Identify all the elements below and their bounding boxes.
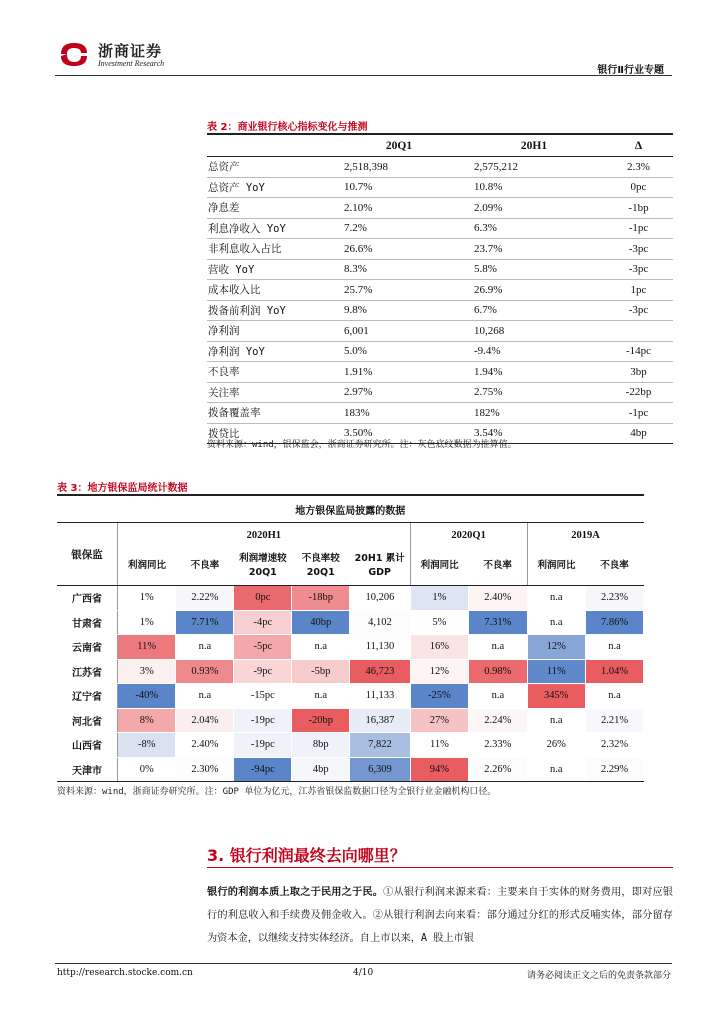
table3-cell: -5pc: [234, 635, 292, 660]
table2-row: [207, 403, 673, 424]
table2-cell-delta: -22bp: [604, 382, 673, 403]
table2-cell-h1: 2,575,212: [464, 157, 604, 178]
table3-cell: n.a: [586, 684, 644, 709]
table3-cell: 11%: [118, 635, 176, 660]
footer-url-link[interactable]: http://research.stocke.com.cn: [57, 968, 193, 978]
table3-cell: -4pc: [234, 610, 292, 635]
table3-cell: 8%: [118, 708, 176, 733]
table2-cell-delta: [604, 321, 673, 342]
table2-cell-label: 净利润 YoY: [207, 341, 334, 362]
table2-cell-q1: 25.7%: [334, 280, 464, 301]
table2-cell-label: 拨备前利润 YoY: [207, 300, 334, 321]
table3-row: [57, 659, 644, 684]
table3-cell: n.a: [527, 757, 585, 782]
logo-mark-icon: [57, 40, 91, 66]
table3-province: 江苏省: [57, 659, 118, 684]
table3-cell: 2.24%: [469, 708, 527, 733]
table2-row: [207, 259, 673, 280]
table2-cell-label: 非利息收入占比: [207, 239, 334, 260]
table2-cell-h1: 10.8%: [464, 177, 604, 198]
table3-cell: 11%: [410, 733, 468, 758]
table3-subheader: 不良率较20Q1: [292, 547, 350, 586]
table3-cell: 6,309: [350, 757, 411, 782]
header-section-label: 银行Ⅱ行业专题: [597, 65, 664, 76]
table3-subheader: 利润同比: [527, 547, 585, 586]
table3-cell: 2.30%: [176, 757, 234, 782]
table2: [207, 133, 673, 444]
table3-cell: n.a: [527, 708, 585, 733]
section-title: 3. 银行利润最终去向哪里？: [207, 846, 406, 865]
table3-cell: -19pc: [234, 733, 292, 758]
table2-cell-h1: 182%: [464, 403, 604, 424]
table3-cell: 16,387: [350, 708, 411, 733]
paragraph-lead: 银行的利润本质上取之于民用之于民。: [207, 887, 384, 898]
table3-row-header: 银保监: [57, 523, 118, 586]
table2-cell-delta: -3pc: [604, 259, 673, 280]
table3-cell: 11,130: [350, 635, 411, 660]
table2-cell-q1: 5.0%: [334, 341, 464, 362]
table2-cell-q1: 2.97%: [334, 382, 464, 403]
table2-row: [207, 382, 673, 403]
table3-subheader: 不良率: [469, 547, 527, 586]
table2-row: [207, 218, 673, 239]
table2-cell-delta: -14pc: [604, 341, 673, 362]
table2-header-row: [207, 134, 673, 157]
table2-cell-delta: -3pc: [604, 239, 673, 260]
table3-cell: 1%: [118, 610, 176, 635]
table2-cell-label: 拨备覆盖率: [207, 403, 334, 424]
table2-cell-h1: 5.8%: [464, 259, 604, 280]
table2-cell-label: 总资产: [207, 157, 334, 178]
table2-cell-label: 成本收入比: [207, 280, 334, 301]
table2-cell-label: 利息净收入 YoY: [207, 218, 334, 239]
header-divider: [55, 75, 672, 76]
table3-cell: 2.23%: [586, 586, 644, 611]
table3-cell: 1%: [118, 586, 176, 611]
table3-cell: 11%: [527, 659, 585, 684]
table2-cell-h1: 2.09%: [464, 198, 604, 219]
table2-cell-q1: 9.8%: [334, 300, 464, 321]
table2-cell-delta: -1pc: [604, 403, 673, 424]
table2-cell-delta: 0pc: [604, 177, 673, 198]
table2-cell-h1: -9.4%: [464, 341, 604, 362]
table3-subheader: 不良率: [176, 547, 234, 586]
table3-cell: 7.71%: [176, 610, 234, 635]
table3-group-header: 2020Q1: [410, 523, 527, 548]
table2-row: [207, 300, 673, 321]
table2-row: [207, 341, 673, 362]
footer-divider: [55, 963, 672, 964]
table3-row: [57, 684, 644, 709]
table3-cell: 2.32%: [586, 733, 644, 758]
table2-cell-label: 营收 YoY: [207, 259, 334, 280]
table3-cell: 2.40%: [469, 586, 527, 611]
table3-cell: -15pc: [234, 684, 292, 709]
table3-cell: 16%: [410, 635, 468, 660]
table3-cell: n.a: [176, 635, 234, 660]
table3-province: 云南省: [57, 635, 118, 660]
table2-row: [207, 157, 673, 178]
table3-cell: 10,206: [350, 586, 411, 611]
table3-cell: -8%: [118, 733, 176, 758]
table2-cell-delta: -3pc: [604, 300, 673, 321]
table3-row: [57, 586, 644, 611]
table2-cell-h1: 6.7%: [464, 300, 604, 321]
table2-cell-q1: 26.6%: [334, 239, 464, 260]
table2-cell-label: 净息差: [207, 198, 334, 219]
table3-subheader: 利润增速较 20Q1: [234, 547, 292, 586]
table3-cell: 1%: [410, 586, 468, 611]
table3-cell: 7.86%: [586, 610, 644, 635]
table3-cell: 11,133: [350, 684, 411, 709]
table3-cell: 40bp: [292, 610, 350, 635]
page-number: 4/10: [353, 968, 374, 978]
table3-subheader: 不良率: [586, 547, 644, 586]
table3-row: [57, 757, 644, 782]
table3-cell: n.a: [176, 684, 234, 709]
table3-cell: 2.29%: [586, 757, 644, 782]
table2-source-note: 资料来源：wind，银保监会，浙商证券研究所。注：灰色底纹数据为推算值。: [207, 440, 517, 450]
table2-cell-delta: 3bp: [604, 362, 673, 383]
table2-cell-label: 不良率: [207, 362, 334, 383]
table2-cell-q1: 7.2%: [334, 218, 464, 239]
table2-cell-h1: 23.7%: [464, 239, 604, 260]
table2-row: [207, 362, 673, 383]
table2-cell-q1: 8.3%: [334, 259, 464, 280]
table2-cell-label: 拨贷比: [207, 423, 334, 444]
table3-cell: n.a: [292, 684, 350, 709]
table3-cell: 12%: [410, 659, 468, 684]
table3-cell: 46,723: [350, 659, 411, 684]
table3-province: 广西省: [57, 586, 118, 611]
table3-province: 天津市: [57, 757, 118, 782]
table2-col-header: [207, 134, 334, 157]
table3-cell: n.a: [586, 635, 644, 660]
table3-cell: n.a: [292, 635, 350, 660]
table3-cell: 2.04%: [176, 708, 234, 733]
table2-cell-q1: 2,518,398: [334, 157, 464, 178]
table2-col-header: 20Q1: [334, 134, 464, 157]
table2-row: [207, 198, 673, 219]
table3-cell: 3%: [118, 659, 176, 684]
table3-cell: 12%: [527, 635, 585, 660]
table2-caption: 表 2：商业银行核心指标变化与推测: [207, 122, 368, 133]
table3-row: [57, 635, 644, 660]
table3-group-header: 2020H1: [246, 529, 282, 541]
table2-row: [207, 239, 673, 260]
table2-cell-h1: 2.75%: [464, 382, 604, 403]
table3-cell: -94pc: [234, 757, 292, 782]
table2-cell-h1: 3.54%: [464, 423, 604, 444]
table3-province: 河北省: [57, 708, 118, 733]
table3-cell: 26%: [527, 733, 585, 758]
table3-group-header: 2019A: [527, 523, 643, 548]
table2-row: [207, 321, 673, 342]
table3-province: 辽宁省: [57, 684, 118, 709]
table2-cell-delta: -1pc: [604, 218, 673, 239]
table3: [57, 494, 644, 782]
table3-cell: 345%: [527, 684, 585, 709]
table3-cell: -18bp: [292, 586, 350, 611]
table2-cell-h1: 1.94%: [464, 362, 604, 383]
table3-cell: 94%: [410, 757, 468, 782]
table2-cell-q1: 2.10%: [334, 198, 464, 219]
table2-cell-delta: -1bp: [604, 198, 673, 219]
table3-cell: 0.98%: [469, 659, 527, 684]
table2-cell-q1: 1.91%: [334, 362, 464, 383]
table2-col-header: 20H1: [464, 134, 604, 157]
paragraph-body: ①从银行利润来源来看：主要来自于实体的财务费用，即对应银行的利息收入和手续费及佣金收入。②从银行利润去向来看：部分通过分红的形式反哺实体，部分留存为资本金，以继续支持实体经济。自上市以来，A 股上市银: [207, 887, 673, 944]
table2-row: [207, 177, 673, 198]
table3-cell: 0%: [118, 757, 176, 782]
table2-cell-q1: 3.50%: [334, 423, 464, 444]
table3-title: 地方银保监局披露的数据: [57, 495, 644, 523]
table3-province: 山西省: [57, 733, 118, 758]
table3-cell: n.a: [527, 610, 585, 635]
table3-cell: 5%: [410, 610, 468, 635]
table3-cell: 2.22%: [176, 586, 234, 611]
table3-row: [57, 610, 644, 635]
table3-subheader: 20H1 累计 GDP: [350, 547, 411, 586]
table3-cell: 2.26%: [469, 757, 527, 782]
table3-cell: 2.40%: [176, 733, 234, 758]
table2-col-header: Δ: [604, 134, 673, 157]
table3-cell: 0pc: [234, 586, 292, 611]
table2-cell-h1: 10,268: [464, 321, 604, 342]
table3-subheader: 利润同比: [410, 547, 468, 586]
section-paragraph: [207, 881, 673, 950]
table2-cell-delta: 2.3%: [604, 157, 673, 178]
table3-cell: -5bp: [292, 659, 350, 684]
table3-row: [57, 733, 644, 758]
logo-text-cn: 浙商证券: [98, 42, 163, 60]
table3-province: 甘肃省: [57, 610, 118, 635]
table2-cell-q1: 183%: [334, 403, 464, 424]
table3-row: [57, 708, 644, 733]
table3-cell: 8bp: [292, 733, 350, 758]
table2-row: [207, 280, 673, 301]
table3-cell: 1.04%: [586, 659, 644, 684]
table3-cell: n.a: [469, 635, 527, 660]
table3-cell: 2.33%: [469, 733, 527, 758]
footer-disclaimer: 请务必阅读正文之后的免责条款部分: [526, 971, 671, 981]
section-divider: [207, 867, 673, 868]
table3-cell: -19pc: [234, 708, 292, 733]
table3-subheader: 利润同比: [118, 547, 176, 586]
table3-cell: 7.31%: [469, 610, 527, 635]
table3-cell: 4,102: [350, 610, 411, 635]
table3-caption: 表 3：地方银保监局统计数据: [57, 483, 188, 494]
table3-cell: n.a: [469, 684, 527, 709]
table3-cell: -40%: [118, 684, 176, 709]
table3-cell: 2.21%: [586, 708, 644, 733]
table2-cell-label: 净利润: [207, 321, 334, 342]
table3-cell: 0.93%: [176, 659, 234, 684]
table3-cell: -25%: [410, 684, 468, 709]
table2-cell-h1: 6.3%: [464, 218, 604, 239]
table2-cell-h1: 26.9%: [464, 280, 604, 301]
table3-cell: -20bp: [292, 708, 350, 733]
table3-cell: 27%: [410, 708, 468, 733]
table2-cell-q1: 10.7%: [334, 177, 464, 198]
table2-cell-delta: 4bp: [604, 423, 673, 444]
table3-cell: -9pc: [234, 659, 292, 684]
table2-cell-delta: 1pc: [604, 280, 673, 301]
table3-cell: n.a: [527, 586, 585, 611]
table3-cell: 4bp: [292, 757, 350, 782]
logo-text-en: Investment Research: [98, 59, 165, 68]
table2-cell-label: 关注率: [207, 382, 334, 403]
table2-cell-label: 总资产 YoY: [207, 177, 334, 198]
table2-cell-q1: 6,001: [334, 321, 464, 342]
table3-source-note: 资料来源：wind，浙商证券研究所。注：GDP 单位为亿元，江苏省银保监数据口径为全银行业金融机构口径。: [57, 787, 497, 797]
table3-cell: 7,822: [350, 733, 411, 758]
